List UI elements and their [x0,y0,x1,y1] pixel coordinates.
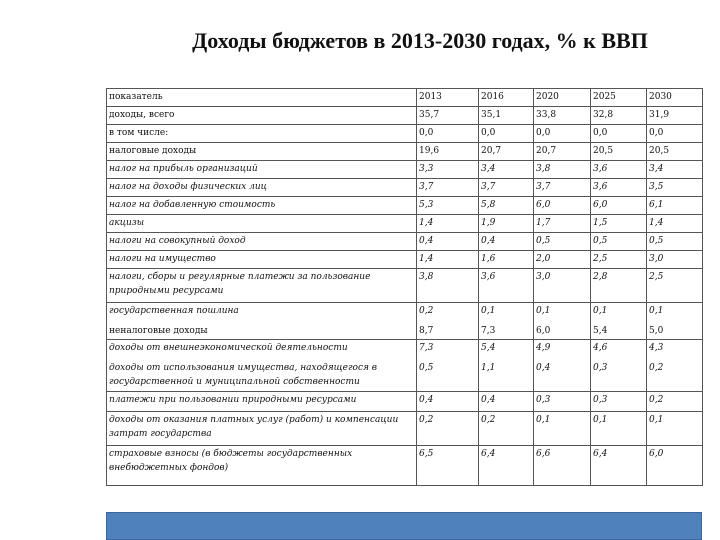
table-row [107,197,703,215]
cell-value: 6,0 [534,197,591,215]
cell-value: 0,2 [649,363,664,373]
cell-group [591,303,647,340]
cell-value: 0,0 [647,125,703,143]
cell-value: 0,1 [647,412,703,446]
cell-value: 0,0 [417,125,479,143]
row-label: налоги, сборы и регулярные платежи за пользование природными ресурсами [107,269,417,303]
cell-value: 35,7 [417,107,479,125]
cell-value: 3,5 [647,179,703,197]
cell-group [417,303,479,340]
cell-value: 6,1 [647,197,703,215]
table-row [107,392,703,412]
cell-value: 0,2 [647,392,703,412]
cell-value: 3,7 [534,179,591,197]
cell-value: 3,6 [591,179,647,197]
cell-value: 0,2 [419,306,434,316]
row-label-group [107,340,417,392]
cell-value: 3,4 [647,161,703,179]
cell-value: 6,0 [591,197,647,215]
cell-value: 7,3 [419,343,434,353]
cell-value: 20,5 [591,143,647,161]
cell-value: 3,3 [417,161,479,179]
cell-value: 20,7 [479,143,534,161]
cell-value: 2,5 [591,251,647,269]
cell-group [647,303,703,340]
cell-value: 1,5 [591,215,647,233]
table-row [107,107,703,125]
table-row [107,446,703,486]
cell-value: 0,1 [534,412,591,446]
cell-value: 0,1 [649,306,664,316]
row-label: доходы от использования имущества, находящегося в государственной и муниципальной собственности [109,363,378,387]
cell-value: 5,4 [593,326,608,336]
cell-value: 0,1 [593,306,608,316]
row-label-group [107,303,417,340]
cell-value: 0,5 [647,233,703,251]
row-label: неналоговые доходы [109,326,208,336]
cell-value: 0,4 [479,392,534,412]
cell-value: 6,0 [647,446,703,486]
cell-value: 3,6 [591,161,647,179]
cell-value: 32,8 [591,107,647,125]
cell-group [591,340,647,392]
row-label: акцизы [107,215,417,233]
cell-value: 31,9 [647,107,703,125]
row-label: налоги на имущество [107,251,417,269]
cell-value: 8,7 [419,326,434,336]
row-label: страховые взносы (в бюджеты государственных внебюджетных фондов) [107,446,417,486]
cell-value: 33,8 [534,107,591,125]
cell-value: 3,6 [479,269,534,303]
cell-group [534,303,591,340]
row-label: налог на добавленную стоимость [107,197,417,215]
cell-value: 0,1 [591,412,647,446]
header-cell: показатель [107,89,417,107]
cell-value: 0,3 [591,392,647,412]
cell-value: 1,4 [417,215,479,233]
cell-group [479,340,534,392]
cell-value: 0,5 [419,363,434,373]
cell-value: 5,0 [649,326,664,336]
cell-value: 4,6 [593,343,608,353]
footer-bar [106,512,702,540]
cell-value: 3,0 [647,251,703,269]
cell-value: 0,4 [479,233,534,251]
cell-value: 0,4 [536,363,551,373]
cell-value: 0,5 [534,233,591,251]
cell-value: 1,7 [534,215,591,233]
cell-value: 35,1 [479,107,534,125]
cell-value: 5,4 [481,343,496,353]
revenue-table [106,88,703,486]
cell-value: 20,5 [647,143,703,161]
cell-value: 3,7 [479,179,534,197]
row-label: платежи при пользовании природными ресурсами [107,392,417,412]
cell-value: 19,6 [417,143,479,161]
cell-value: 6,5 [417,446,479,486]
cell-value: 3,0 [534,269,591,303]
row-label: государственная пошлина [109,306,239,316]
cell-group [647,340,703,392]
cell-value: 7,3 [481,326,496,336]
cell-value: 5,8 [479,197,534,215]
row-label: налог на прибыль организаций [107,161,417,179]
cell-group [479,303,534,340]
cell-value: 6,4 [591,446,647,486]
table-row [107,215,703,233]
header-cell: 2030 [647,89,703,107]
cell-value: 3,8 [534,161,591,179]
table-row [107,269,703,303]
header-cell: 2020 [534,89,591,107]
cell-value: 3,4 [479,161,534,179]
row-label: налоги на совокупный доход [107,233,417,251]
row-label: доходы, всего [107,107,417,125]
cell-value: 0,0 [479,125,534,143]
header-cell: 2016 [479,89,534,107]
row-label: налоговые доходы [107,143,417,161]
cell-value: 0,2 [479,412,534,446]
cell-value: 1,6 [479,251,534,269]
cell-group [417,340,479,392]
cell-value: 4,9 [536,343,551,353]
table-row [107,233,703,251]
row-label: доходы от внешнеэкономической деятельности [109,343,348,353]
table-row [107,161,703,179]
header-cell: 2025 [591,89,647,107]
cell-value: 0,1 [481,306,496,316]
table-header-row [107,89,703,107]
page-title: Доходы бюджетов в 2013-2030 годах, % к ВВП [192,28,648,53]
cell-value: 0,4 [417,392,479,412]
cell-value: 1,4 [647,215,703,233]
cell-value: 4,3 [649,343,664,353]
cell-value: 0,1 [536,306,551,316]
table-row [107,143,703,161]
cell-value: 5,3 [417,197,479,215]
cell-value: 1,4 [417,251,479,269]
cell-value: 1,1 [481,363,496,373]
cell-value: 0,0 [591,125,647,143]
table-row [107,125,703,143]
cell-value: 6,6 [534,446,591,486]
cell-value: 0,0 [534,125,591,143]
table-row [107,412,703,446]
cell-value: 0,3 [534,392,591,412]
table-row [107,340,703,392]
cell-value: 1,9 [479,215,534,233]
table-row [107,179,703,197]
cell-value: 6,0 [536,326,551,336]
cell-value: 6,4 [479,446,534,486]
cell-value: 3,7 [417,179,479,197]
cell-value: 2,8 [591,269,647,303]
cell-value: 0,5 [591,233,647,251]
row-label: доходы от оказания платных услуг (работ) и компенсации затрат государства [107,412,417,446]
cell-value: 3,8 [417,269,479,303]
table-row [107,303,703,340]
cell-value: 0,4 [417,233,479,251]
table-row [107,251,703,269]
row-label: в том числе: [107,125,417,143]
cell-value: 0,3 [593,363,608,373]
cell-value: 0,2 [417,412,479,446]
header-cell: 2013 [417,89,479,107]
row-label: налог на доходы физических лиц [107,179,417,197]
cell-value: 20,7 [534,143,591,161]
cell-value: 2,5 [647,269,703,303]
cell-group [534,340,591,392]
cell-value: 2,0 [534,251,591,269]
